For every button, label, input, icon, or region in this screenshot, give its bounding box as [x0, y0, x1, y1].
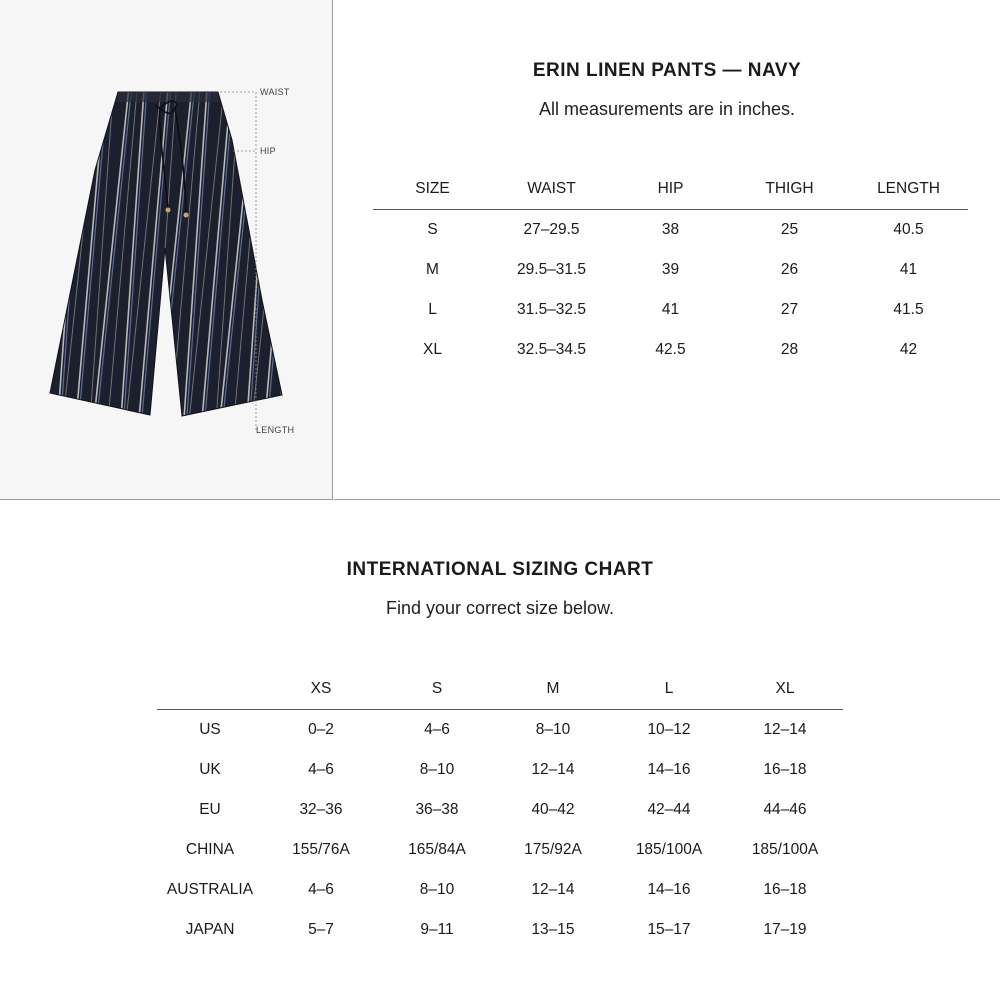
table-row [157, 830, 843, 870]
size-header-cell: HIP [611, 169, 730, 210]
table-row [157, 870, 843, 910]
size-table [373, 169, 968, 370]
international-row-label: US [199, 721, 221, 738]
international-row-label: AUSTRALIA [166, 881, 254, 898]
table-row [157, 750, 843, 790]
size-cell: 40.5 [893, 221, 924, 238]
international-cell: 5–7 [308, 921, 334, 938]
international-cell: 185/100A [635, 841, 703, 858]
international-cell: 12–14 [763, 721, 807, 738]
size-header-cell: LENGTH [849, 169, 968, 210]
international-cell: 40–42 [531, 801, 575, 818]
international-table-header [157, 669, 843, 710]
international-cell: 8–10 [419, 761, 455, 778]
length-label: LENGTH [256, 425, 295, 435]
international-table [157, 669, 843, 950]
size-cell: 27 [780, 301, 799, 318]
size-row-label: S [427, 221, 438, 238]
product-image-panel [0, 0, 333, 500]
product-size-panel [334, 0, 1000, 500]
table-row [373, 250, 968, 290]
international-cell: 4–6 [424, 721, 450, 738]
international-cell: 17–19 [763, 921, 807, 938]
size-row-label: L [428, 301, 437, 318]
international-cell: 44–46 [763, 801, 807, 818]
size-row-label: XL [423, 341, 442, 358]
size-table-header [373, 169, 968, 210]
size-cell: 28 [780, 341, 799, 358]
size-cell: 41 [899, 261, 918, 278]
table-row [373, 330, 968, 370]
international-cell: 4–6 [308, 761, 334, 778]
international-row-label: UK [199, 761, 221, 778]
size-cell: 42 [899, 341, 918, 358]
international-cell: 155/76A [292, 841, 350, 858]
size-cell: 32.5–34.5 [517, 341, 586, 358]
international-cell: 8–10 [535, 721, 571, 738]
size-cell: 38 [661, 221, 680, 238]
size-cell: 41 [661, 301, 680, 318]
international-row-label: JAPAN [185, 921, 235, 938]
international-subtitle: Find your correct size below. [385, 598, 615, 618]
international-cell: 32–36 [299, 801, 343, 818]
table-row [157, 790, 843, 830]
international-section [0, 500, 1000, 1000]
size-cell: 27–29.5 [523, 221, 580, 238]
international-header-cell: XS [263, 669, 379, 710]
product-subtitle: All measurements are in inches. [538, 99, 796, 119]
size-cell: 29.5–31.5 [517, 261, 586, 278]
international-cell: 16–18 [763, 761, 807, 778]
size-cell: 26 [780, 261, 799, 278]
size-cell: 25 [780, 221, 799, 238]
international-header-cell: XL [727, 669, 843, 710]
size-cell: 42.5 [655, 341, 686, 358]
table-row [373, 290, 968, 330]
table-row [157, 710, 843, 751]
international-cell: 4–6 [308, 881, 334, 898]
international-cell: 12–14 [531, 761, 575, 778]
international-row-label: EU [199, 801, 221, 818]
size-cell: 41.5 [893, 301, 924, 318]
size-row-label: M [426, 261, 439, 278]
international-header-cell [157, 669, 263, 710]
international-cell: 15–17 [647, 921, 691, 938]
international-cell: 0–2 [308, 721, 334, 738]
size-cell: 39 [661, 261, 680, 278]
waist-label: WAIST [260, 87, 290, 97]
international-cell: 8–10 [419, 881, 455, 898]
international-cell: 185/100A [751, 841, 819, 858]
international-cell: 36–38 [415, 801, 459, 818]
international-cell: 10–12 [647, 721, 691, 738]
table-row [373, 210, 968, 251]
international-cell: 165/84A [408, 841, 466, 858]
international-title: INTERNATIONAL SIZING CHART [346, 559, 654, 580]
international-cell: 42–44 [647, 801, 691, 818]
size-header-cell: SIZE [373, 169, 492, 210]
international-header-cell: L [611, 669, 727, 710]
international-cell: 12–14 [531, 881, 575, 898]
international-header-cell: M [495, 669, 611, 710]
product-title: ERIN LINEN PANTS — NAVY [532, 60, 802, 81]
size-header-cell: THIGH [730, 169, 849, 210]
size-header-cell: WAIST [492, 169, 611, 210]
international-header-cell: S [379, 669, 495, 710]
international-row-label: CHINA [185, 841, 235, 858]
size-cell: 31.5–32.5 [517, 301, 586, 318]
international-cell: 14–16 [647, 761, 691, 778]
table-row [157, 910, 843, 950]
international-cell: 16–18 [763, 881, 807, 898]
hip-label: HIP [260, 146, 276, 156]
international-cell: 175/92A [524, 841, 582, 858]
international-cell: 9–11 [420, 921, 454, 938]
international-cell: 13–15 [531, 921, 575, 938]
international-cell: 14–16 [647, 881, 691, 898]
